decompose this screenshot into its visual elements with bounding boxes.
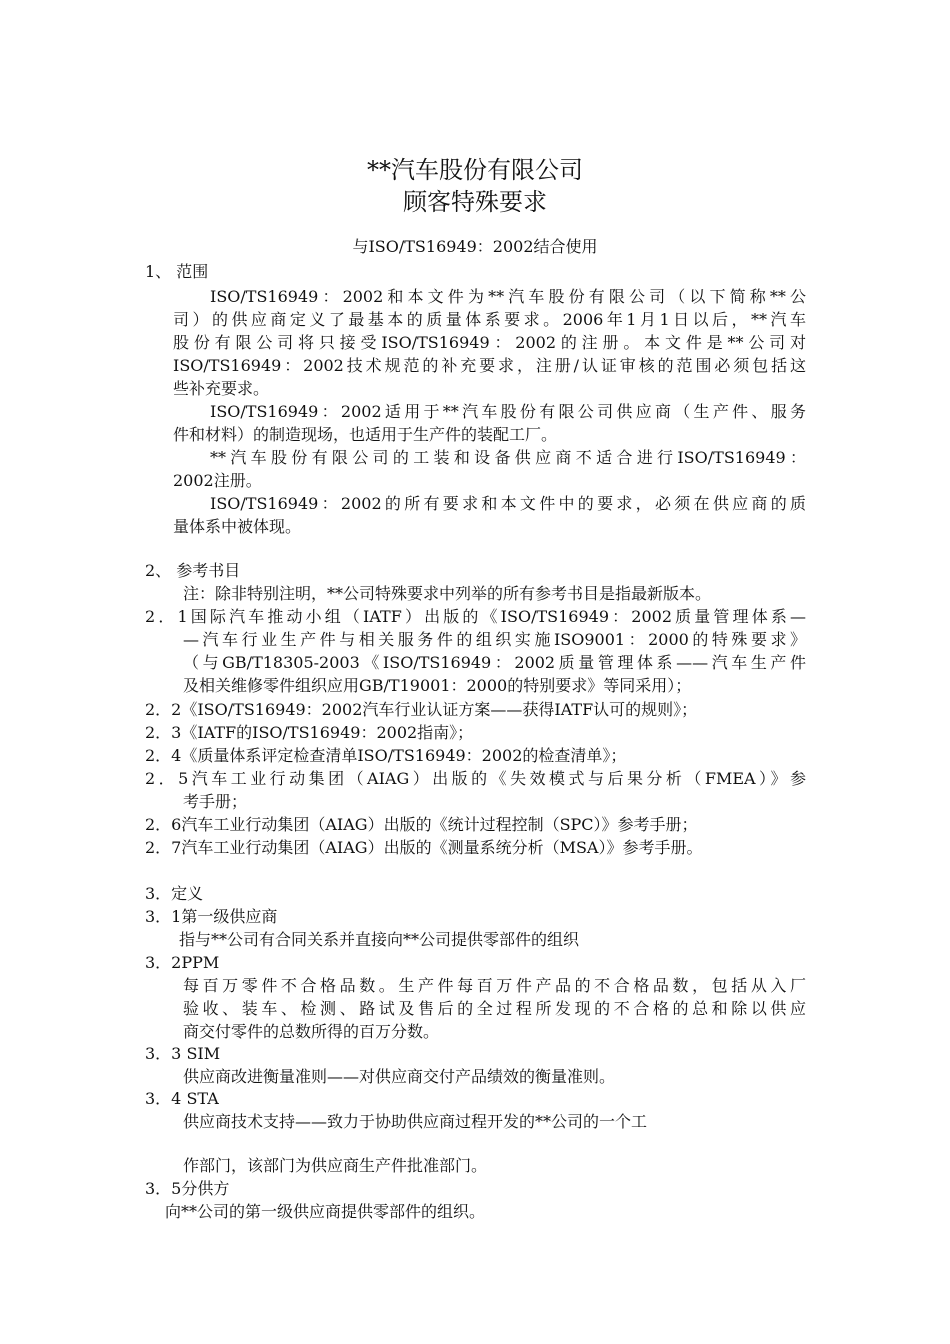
section-1-paragraph-1-line: ISO/TS16949：2002技术规范的补充要求，注册/认证审核的范围必须包括这 xyxy=(173,356,806,375)
section-1-paragraph-4-line: 量体系中被体现。 xyxy=(173,517,302,536)
section-1-heading: 1、 范围 xyxy=(145,262,209,281)
reference-item-5-line: 考手册； xyxy=(183,792,248,811)
section-1-paragraph-2-line: ISO/TS16949：2002适用于**汽车股份有限公司供应商（生产件、服务 xyxy=(210,402,806,421)
document-title-company: **汽车股份有限公司 xyxy=(367,156,583,184)
section-3-heading: 3．定义 xyxy=(145,884,204,903)
section-1-paragraph-1-line: 股份有限公司将只接受ISO/TS16949：2002的注册。本文件是**公司对 xyxy=(173,333,806,352)
definition-4-body-line: 供应商技术支持——致力于协助供应商过程开发的**公司的一个工 xyxy=(183,1112,648,1131)
definition-3-title: 3．3 SIM xyxy=(145,1044,221,1063)
reference-item-1-line: （与GB/T18305-2003《ISO/TS16949：2002质量管理体系——汽车生产件 xyxy=(183,653,806,672)
definition-1-title: 3．1第一级供应商 xyxy=(145,907,278,926)
definition-2-body-line: 商交付零件的总数所得的百万分数。 xyxy=(183,1022,440,1041)
reference-item-5-line: 2．5汽车工业行动集团（AIAG）出版的《失效模式与后果分析（FMEA）》参 xyxy=(145,769,806,788)
reference-item-1-line: 及相关维修零件组织应用GB/T19001：2000的特别要求》等同采用）； xyxy=(183,676,692,695)
reference-item-2: 2．2《ISO/TS16949：2002汽车行业认证方案——获得IATF认可的规则》； xyxy=(145,700,698,719)
definition-3-body: 供应商改进衡量准则——对供应商交付产品绩效的衡量准则。 xyxy=(183,1067,616,1086)
reference-item-7: 2．7汽车工业行动集团（AIAG）出版的《测量系统分析（MSA）》参考手册。 xyxy=(145,838,703,857)
section-1-paragraph-4-line: ISO/TS16949：2002的所有要求和本文件中的要求，必须在供应商的质 xyxy=(210,494,806,513)
reference-item-1-line: 2．1国际汽车推动小组（IATF）出版的《ISO/TS16949：2002质量管理体系— xyxy=(145,607,806,626)
definition-2-body-line: 每百万零件不合格品数。生产件每百万件产品的不合格品数，包括从入厂 xyxy=(183,976,806,995)
section-1-paragraph-1-line: ISO/TS16949：2002和本文件为**汽车股份有限公司（以下简称**公 xyxy=(210,287,806,306)
definition-5-title: 3．5分供方 xyxy=(145,1179,230,1198)
reference-item-4: 2．4《质量体系评定检查清单ISO/TS16949：2002的检查清单》； xyxy=(145,746,627,765)
definition-2-body-line: 验收、装车、检测、路试及售后的全过程所发现的不合格的总和除以供应 xyxy=(183,999,806,1018)
definition-4-title: 3．4 STA xyxy=(145,1089,219,1108)
section-2-heading: 2、 参考书目 xyxy=(145,561,241,580)
document-subtitle: 与ISO/TS16949：2002结合使用 xyxy=(352,237,598,256)
section-2-note: 注：除非特别注明，**公司特殊要求中列举的所有参考书目是指最新版本。 xyxy=(183,584,712,603)
section-1-paragraph-3-line: **汽车股份有限公司的工装和设备供应商不适合进行ISO/TS16949： xyxy=(210,448,806,467)
definition-1-body: 指与**公司有合同关系并直接向**公司提供零部件的组织 xyxy=(179,930,580,949)
definition-5-body: 向**公司的第一级供应商提供零部件的组织。 xyxy=(165,1202,486,1221)
reference-item-3: 2．3《IATF的ISO/TS16949：2002指南》； xyxy=(145,723,474,742)
section-1-paragraph-2-line: 件和材料）的制造现场，也适用于生产件的装配工厂。 xyxy=(173,425,558,444)
definition-2-title: 3．2PPM xyxy=(145,953,220,972)
reference-item-1-line: —汽车行业生产件与相关服务件的组织实施ISO9001：2000的特殊要求》 xyxy=(183,630,806,649)
reference-item-6: 2．6汽车工业行动集团（AIAG）出版的《统计过程控制（SPC）》参考手册； xyxy=(145,815,698,834)
definition-4-body-line: 作部门，该部门为供应商生产件批准部门。 xyxy=(183,1156,488,1175)
document-title-main: 顾客特殊要求 xyxy=(403,188,547,216)
section-1-paragraph-1-line: 司）的供应商定义了最基本的质量体系要求。2006年1月1日以后，**汽车 xyxy=(173,310,806,329)
section-1-paragraph-3-line: 2002注册。 xyxy=(173,471,262,490)
section-1-paragraph-1-line: 些补充要求。 xyxy=(173,379,270,398)
